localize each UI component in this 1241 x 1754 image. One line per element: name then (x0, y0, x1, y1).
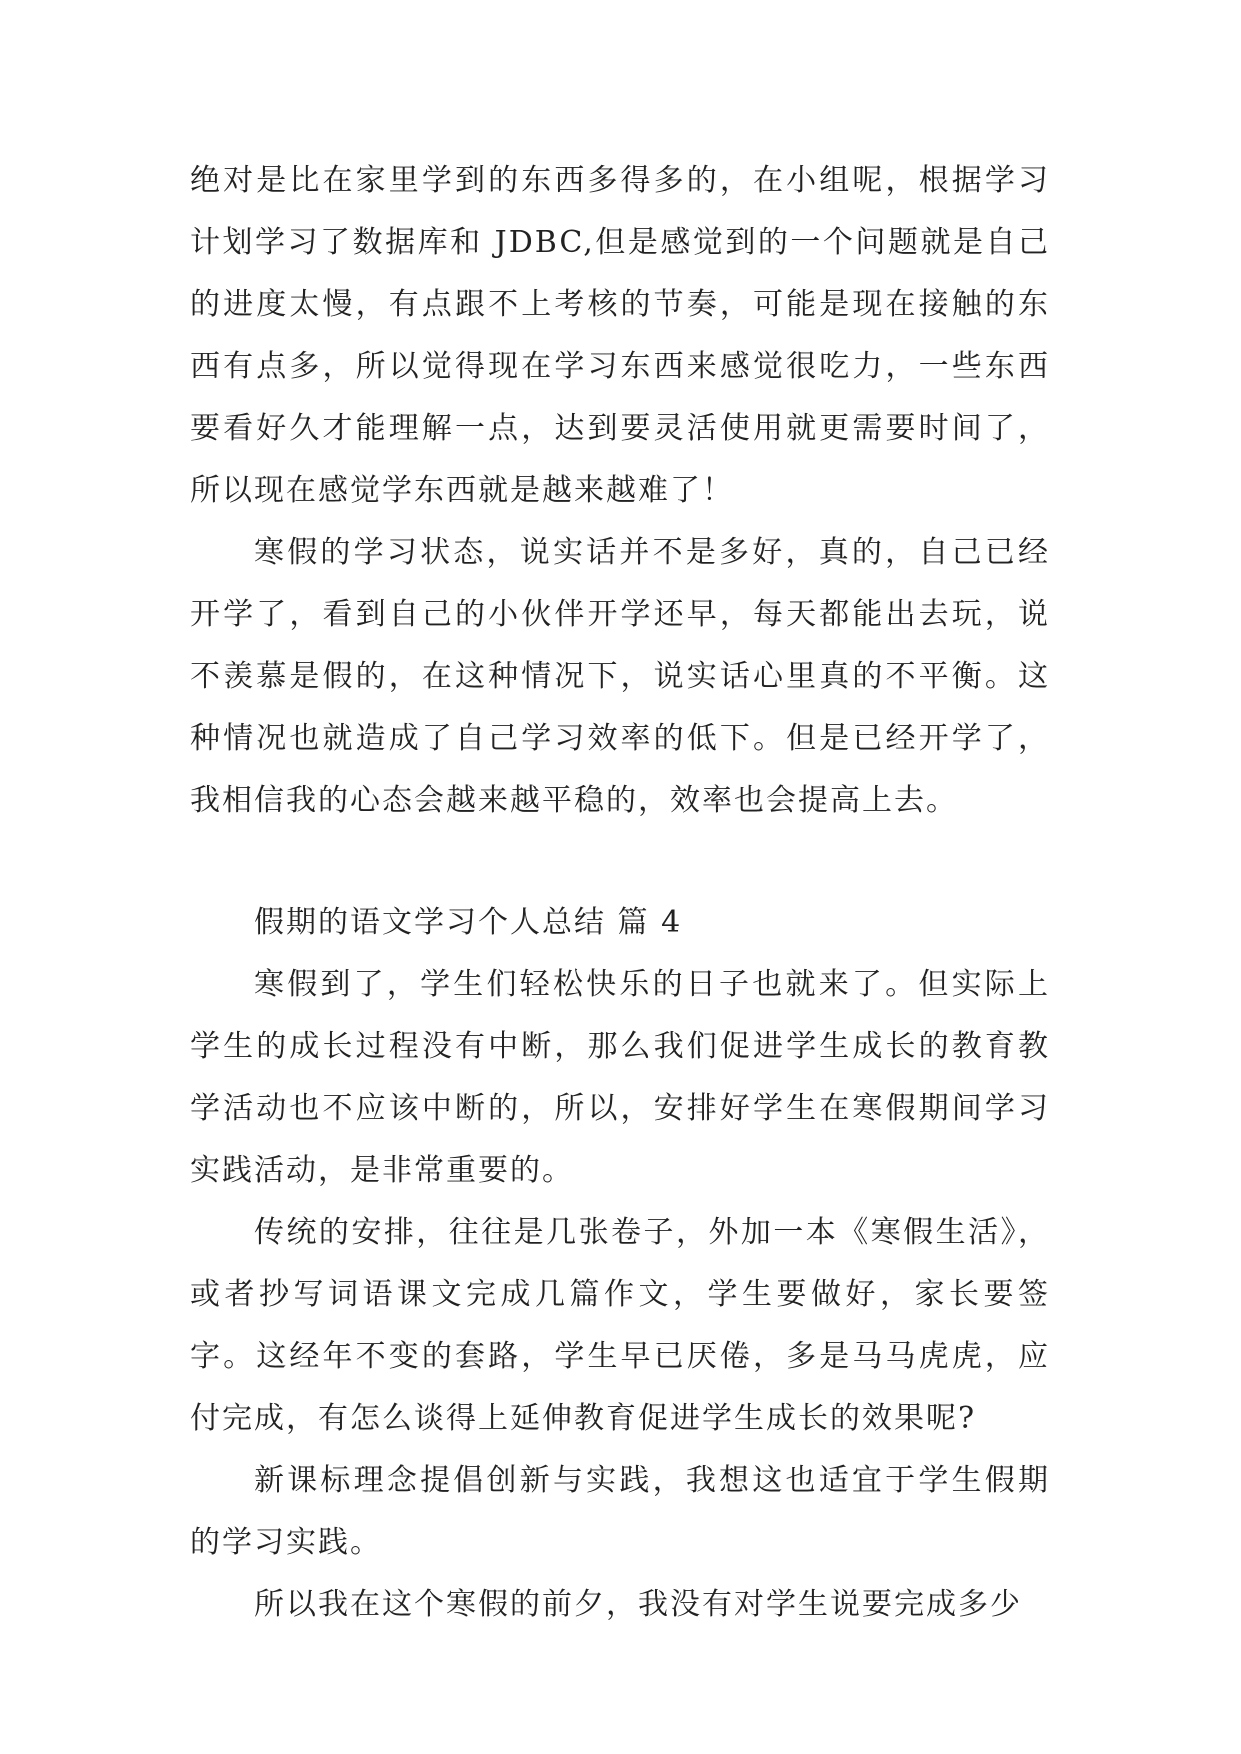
paragraph-continued: 绝对是比在家里学到的东西多得多的，在小组呢，根据学习计划学习了数据库和 JDBC,但是感觉到的一个问题就是自己的进度太慢，有点跟不上考核的节奏，可能是现在接触的东西有点多，所以觉得现在学习东西来感觉很吃力，一些东西要看好久才能理解一点，达到要灵活使用就更需要时间了，所以现在感觉学东西就是越来越难了！ (190, 163, 1050, 508)
paragraph-new-curriculum: 新课标理念提倡创新与实践，我想这也适宜于学生假期的学习实践。 (190, 1463, 1050, 1560)
section-title: 假期的语文学习个人总结 篇 4 (254, 905, 683, 940)
document-page (190, 150, 1050, 1636)
paragraph-before-winter: 所以我在这个寒假的前夕，我没有对学生说要完成多少 (254, 1587, 1022, 1622)
paragraph-winter-study-state: 寒假的学习状态，说实话并不是多好，真的，自己已经开学了，看到自己的小伙伴开学还早，每天都能出去玩，说不羡慕是假的，在这种情况下，说实话心里真的不平衡。这种情况也就造成了自己学习效率的低下。但是已经开学了，我相信我的心态会越来越平稳的，效率也会提高上去。 (190, 535, 1050, 818)
paragraph-traditional-arrangement: 传统的安排，往往是几张卷子，外加一本《寒假生活》，或者抄写词语课文完成几篇作文，学生要做好，家长要签字。这经年不变的套路，学生早已厌倦，多是马马虎虎，应付完成，有怎么谈得上延伸教育促进学生成长的效果呢? (190, 1215, 1050, 1436)
paragraph-winter-arrived: 寒假到了，学生们轻松快乐的日子也就来了。但实际上学生的成长过程没有中断，那么我们促进学生成长的教育教学活动也不应该中断的，所以，安排好学生在寒假期间学习实践活动，是非常重要的。 (190, 967, 1050, 1188)
